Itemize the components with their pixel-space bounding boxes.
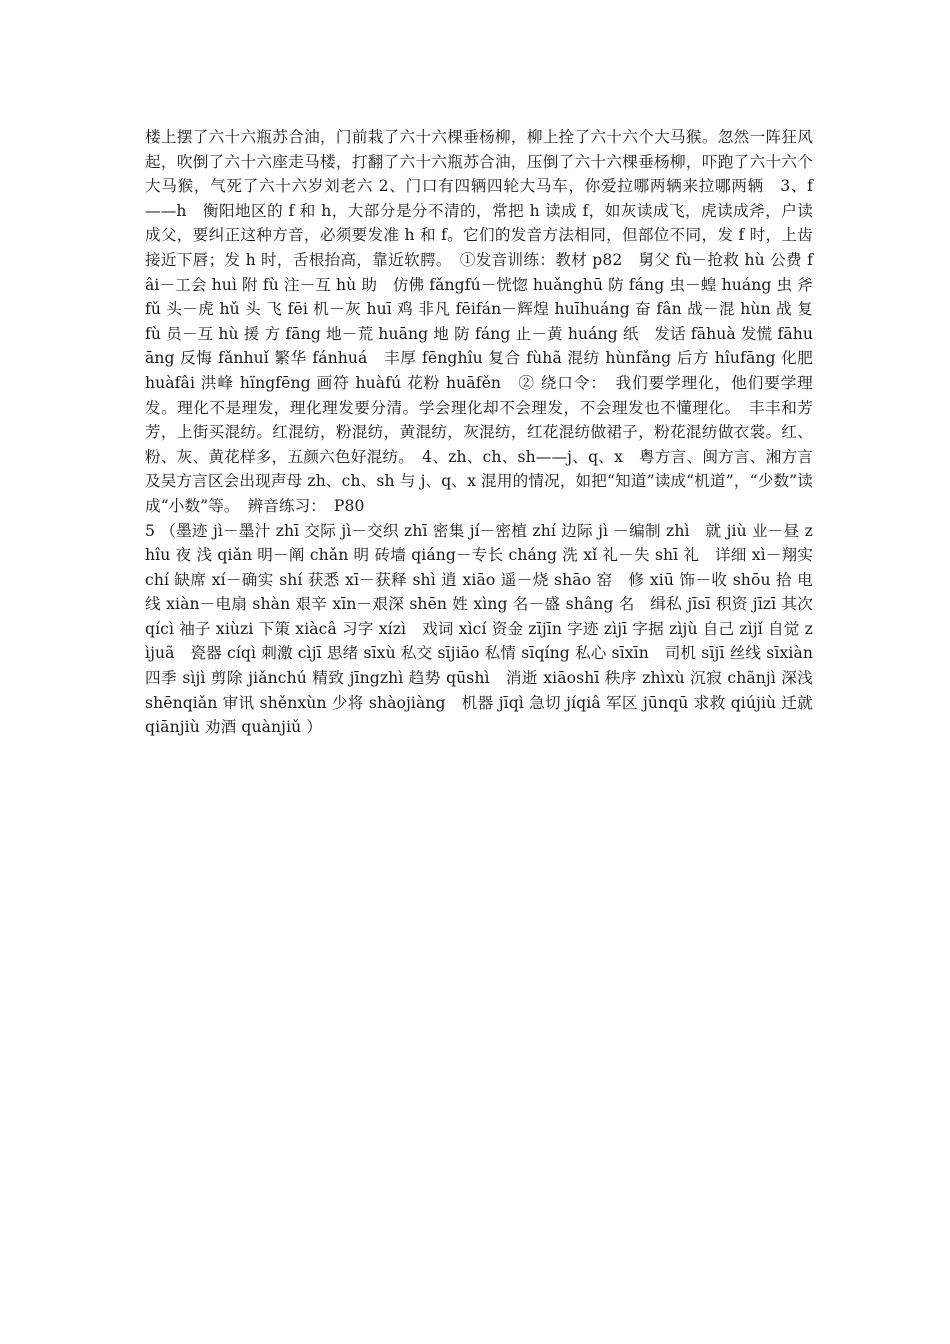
body-paragraph-1: 楼上摆了六十六瓶苏合油，门前栽了六十六棵垂杨柳，柳上拴了六十六个大马猴。忽然一阵狂风起，吹倒了六十六座走马楼，打翻了六十六瓶苏合油，压倒了六十六棵垂杨柳，吓跑了六十六个大马猴，气死了六十六岁刘老六 2、门口有四辆四轮大马车，你爱拉哪两辆来拉哪两辆 3、f——h 衡阳地区的 f 和 h，大部分是分不清的，常把 h 读成 f，如灰读成飞，虎读成斧，户读成父，要纠正这种方音，必须要发准 h 和 f。它们的发音方法相同，但部位不同，发 f 时，上齿接近下唇；发 h 时，舌根抬高，靠近软腭。 ①发音训练：教材 p82 舅父 fù－抢救 hù 公费 fâi－工会 huì 附 fù 注－互 hù 助 仿佛 fǎngfú－恍惚 huǎnghū 防 fáng 虫－蝗 huáng 虫 斧 fǔ 头－虎 hǔ 头 飞 fēi 机－灰 huī 鸡 非凡 fēifán－辉煌 huīhuáng 奋 fân 战－混 hùn 战 复 fù 员－互 hù 援 方 fāng 地－荒 huāng 地 防 fáng 止－黄 huáng 纸 发话 fāhuà 发慌 fāhuāng 反悔 fǎnhuǐ 繁华 fánhuá 丰厚 fēnghîu 复合 fùhã 混纺 hùnfǎng 后方 hîufāng 化肥 huàfâi 洪峰 hïngfēng 画符 huàfú 花粉 huāfěn ② 绕口令： 我们要学理化，他们要学理发。理化不是理发，理化理发要分清。学会理化却不会理发，不会理发也不懂理化。 丰丰和芳芳，上街买混纺。红混纺，粉混纺，黄混纺，灰混纺，红花混纺做裙子，粉花混纺做衣裳。红、粉、灰、黄花样多，五颜六色好混纺。 4、zh、ch、sh——j、q、x 粤方言、闽方言、湘方言及吴方言区会出现声母 zh、ch、sh 与 j、q、x 混用的情况，如把“知道”读成“机道”，“少数”读成“小数”等。 辨音练习： P80: [145, 128, 813, 515]
body-paragraph-2: 5 （墨迹 jì－墨汁 zhī 交际 jì－交织 zhī 密集 jí－密植 zhí 边际 jì －编制 zhì 就 jiù 业－昼 zhîu 夜 浅 qiǎn 明－阐 chǎn 明 砖墙 qiáng－专长 cháng 洗 xǐ 礼－失 shī 礼 详细 xì－翔实 chí 缺席 xí－确实 shí 获悉 xī－获释 shì 逍 xiāo 遥－烧 shāo 窑 修 xiū 饰－收 shōu 拾 电线 xiàn－电扇 shàn 艰辛 xīn－艰深 shēn 姓 xìng 名－盛 shâng 名 缉私 jīsī 积资 jīzī 其次 qícì 袖子 xiùzi 下策 xiàcâ 习字 xízì 戏词 xìcí 资金 zījīn 字迹 zìjī 字据 zìjù 自己 zìjǐ 自觉 zìjuã 瓷器 cíqì 刺激 cìjī 思绪 sīxù 私交 sījiāo 私情 sīqíng 私心 sīxīn 司机 sījī 丝线 sīxiàn 四季 sìjì 剪除 jiǎnchú 精致 jīngzhì 趋势 qūshì 消逝 xiāoshī 秩序 zhìxù 沉寂 chãnjì 深浅 shēnqiǎn 审讯 shěnxùn 少将 shàojiàng 机器 jīqì 急切 jíqiâ 军区 jūnqū 求救 qiújiù 迁就 qiānjiù 劝酒 quànjiǔ ）: [145, 521, 813, 737]
document-body: [145, 125, 813, 740]
